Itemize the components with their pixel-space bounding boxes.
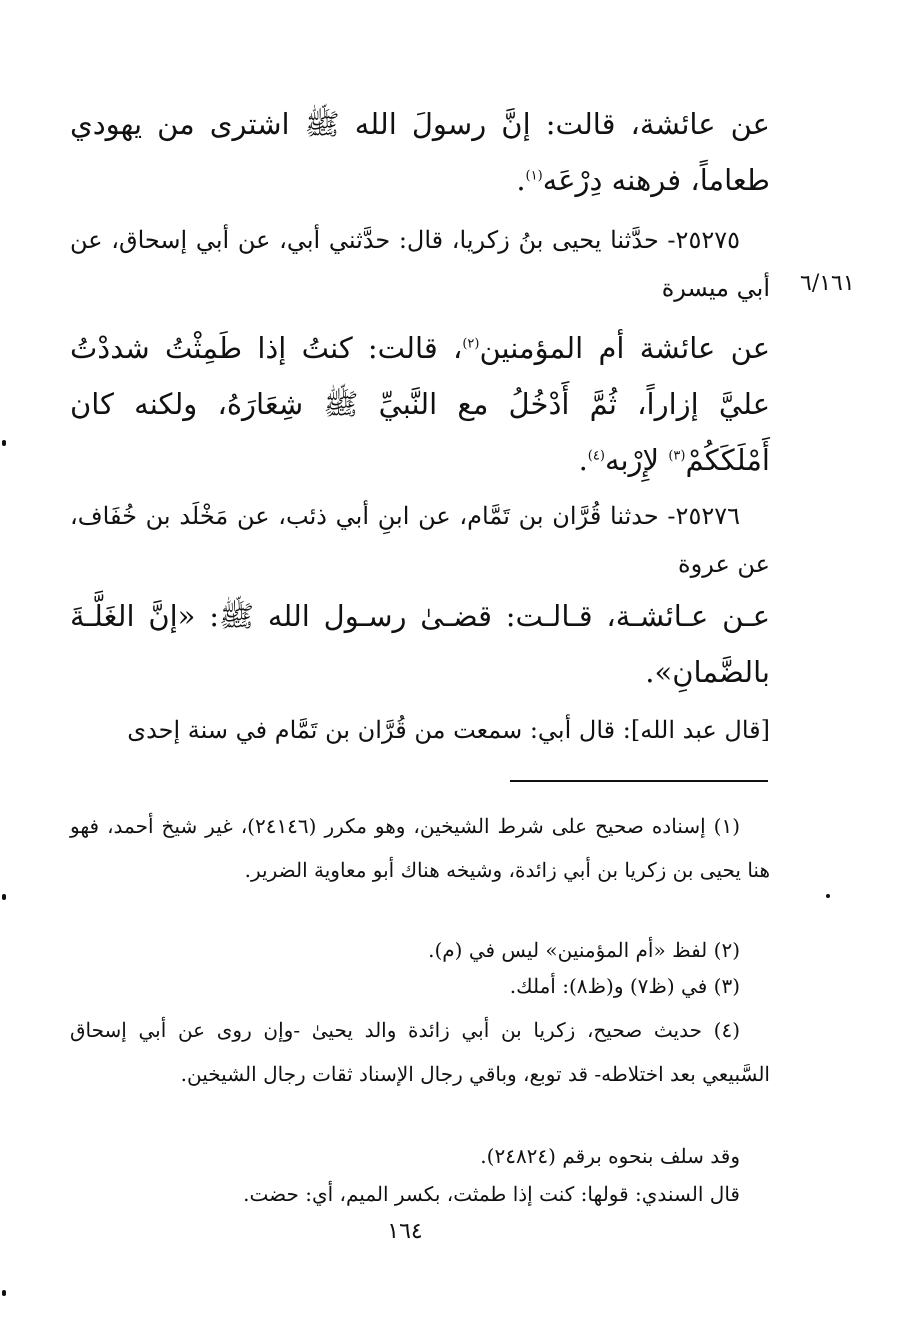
hadith-2-end: . — [578, 443, 588, 477]
hadith-1-text: عن عائشة، قالت: إنَّ رسولَ الله ﷺ اشترى من يهودي طعاماً، فرهنه دِرْعَه — [70, 107, 770, 197]
footnote-1: (١) إسناده صحيح على شرط الشيخين، وهو مكرر (٢٤١٤٦)، غير شيخ أحمد، فهو هنا يحيى بن زكريا بن أبي زائدة، وشيخه هناك أبو معاوية الضرير. — [70, 814, 770, 882]
hadith-text-1 — [70, 96, 770, 208]
margin-volume-page-ref: ٦/١٦١ — [800, 271, 855, 296]
hadith-2-part2: ، قالت: كنتُ إذا طَمِثْتُ شددْتُ عليَّ إزاراً، ثُمَّ أَدْخُلُ مع النَّبيِّ ﷺ شِعَارَهُ، ولكنه كان أَمْلَكَكُمْ — [70, 331, 770, 477]
abdullah-remark — [70, 708, 770, 752]
hadith-1-end: . — [516, 163, 526, 197]
footnote-4-sindi: قال السندي: قولها: كنت إذا طمثت، بكسر الميم، أي: حضت. — [243, 1182, 740, 1206]
footnote-4: (٤) حديث صحيح، زكريا بن أبي زائدة والد يحيىٰ -وإن روى عن أبي إسحاق السَّبيعي بعد اختلاطه- قد توبع، وباقي رجال الإسناد ثقات رجال الشيخين. — [70, 1018, 770, 1086]
hadith-text-3 — [70, 588, 770, 700]
hadith-2-part3: لإِرْبه — [604, 443, 669, 477]
hadith-text-2 — [70, 320, 770, 488]
isnad-25276 — [70, 492, 770, 588]
footnote-2: (٢) لفظ «أم المؤمنين» ليس في (م). — [428, 938, 740, 962]
scan-speck — [826, 894, 830, 898]
abdullah-remark-text: [قال عبد الله]: قال أبي: سمعت من قُرَّان بن تَمَّام في سنة إحدى — [127, 716, 770, 744]
scan-speck — [2, 440, 6, 446]
hadith-3-text: عـن عـائشـة، قـالـت: قضـىٰ رسـول الله ﷺ: «إنَّ الغَلَّـةَ بالضَّمانِ». — [70, 599, 770, 689]
isnad-25275 — [70, 216, 770, 312]
footnote-ref-4: (٤) — [587, 448, 605, 464]
footnote-3: (٣) في (ظ٧) و(ظ٨): أملك. — [509, 974, 740, 998]
footnote-separator — [510, 780, 768, 782]
scan-speck — [2, 1290, 6, 1296]
isnad-25276-text: ٢٥٢٧٦- حدثنا قُرَّان بن تَمَّام، عن ابنِ أبي ذئب، عن مَخْلَد بن خُفَاف، عن عروة — [70, 502, 770, 578]
page-number: ١٦٤ — [387, 1219, 423, 1244]
footnote-4-continuation: وقد سلف بنحوه برقم (٢٤٨٢٤). — [480, 1144, 740, 1168]
scan-speck — [2, 894, 6, 900]
footnote-ref-1: (١) — [525, 168, 543, 184]
isnad-25275-line1: ٢٥٢٧٥- حدَّثنا يحيى بنُ زكريا، قال: حدَّثني أبي، عن أبي إسحاق، — [111, 226, 740, 254]
footnote-ref-3: (٣) — [668, 448, 686, 464]
isnad-25275-line2: عن أبي ميسرة — [70, 226, 770, 302]
hadith-2-part1: عن عائشة أم المؤمنين — [479, 331, 770, 365]
footnote-ref-2: (٢) — [462, 336, 480, 352]
